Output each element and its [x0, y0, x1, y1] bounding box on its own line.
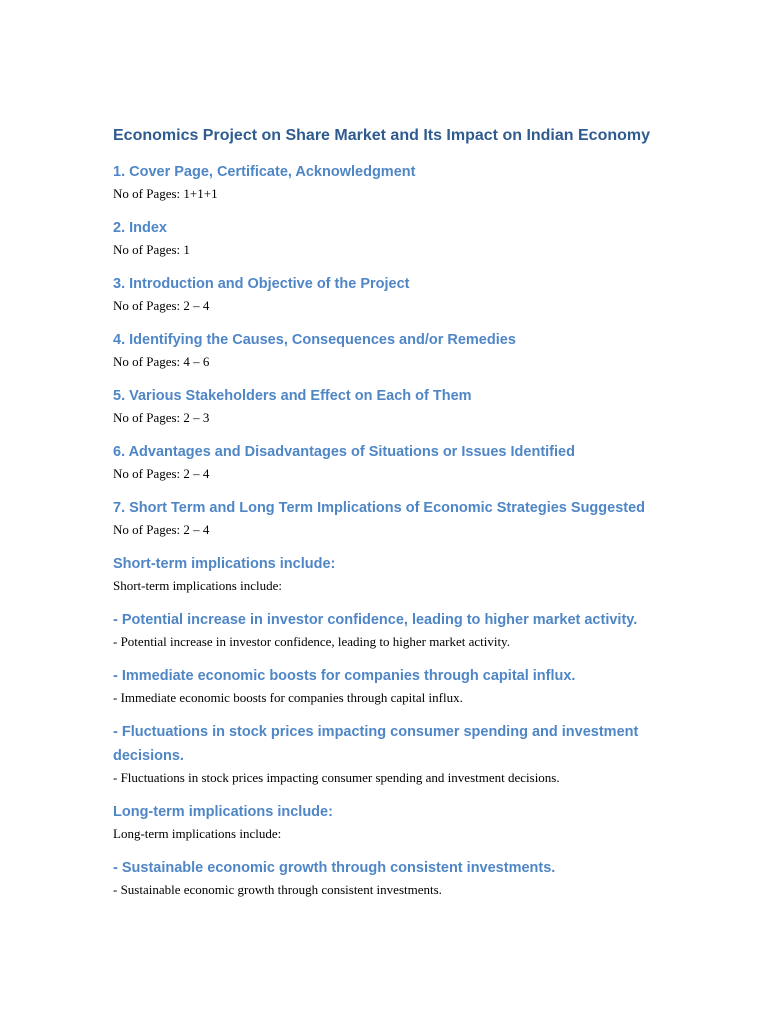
- section-capital-influx: [113, 664, 673, 708]
- section-text: - Sustainable economic growth through consistent investments.: [113, 882, 442, 897]
- section-text: No of Pages: 4 – 6: [113, 354, 210, 369]
- section-index: [113, 216, 673, 260]
- section-heading: - Immediate economic boosts for companies through capital influx.: [113, 668, 576, 684]
- section-heading: 1. Cover Page, Certificate, Acknowledgment: [113, 164, 416, 180]
- section-heading: 7. Short Term and Long Term Implications of Economic Strategies Suggested: [113, 500, 646, 516]
- section-investor-confidence: [113, 608, 673, 652]
- section-heading: Short-term implications include:: [113, 556, 336, 572]
- section-text: Short-term implications include:: [113, 578, 282, 593]
- section-text: - Immediate economic boosts for companies through capital influx.: [113, 690, 463, 705]
- section-sustainable-growth: [113, 856, 673, 900]
- section-heading: 6. Advantages and Disadvantages of Situations or Issues Identified: [113, 444, 575, 460]
- section-text: No of Pages: 1+1+1: [113, 186, 218, 201]
- section-advantages: [113, 440, 673, 484]
- section-text: No of Pages: 1: [113, 242, 190, 257]
- section-text: No of Pages: 2 – 4: [113, 298, 210, 313]
- section-cover-page: [113, 160, 673, 204]
- section-text: No of Pages: 2 – 3: [113, 410, 210, 425]
- section-short-term: [113, 552, 673, 596]
- section-text: No of Pages: 2 – 4: [113, 466, 210, 481]
- section-heading: - Fluctuations in stock prices impacting consumer spending and investment decisions.: [113, 724, 639, 764]
- section-text: Long-term implications include:: [113, 826, 282, 841]
- section-implications: [113, 496, 673, 540]
- section-introduction: [113, 272, 673, 316]
- section-heading: - Sustainable economic growth through consistent investments.: [113, 860, 556, 876]
- section-heading: 5. Various Stakeholders and Effect on Each of Them: [113, 388, 472, 404]
- section-heading: 3. Introduction and Objective of the Project: [113, 276, 410, 292]
- section-heading: 2. Index: [113, 220, 167, 236]
- section-stakeholders: [113, 384, 673, 428]
- section-text: No of Pages: 2 – 4: [113, 522, 210, 537]
- section-heading: Long-term implications include:: [113, 804, 333, 820]
- section-stock-fluctuations: [113, 720, 673, 788]
- section-heading: 4. Identifying the Causes, Consequences and/or Remedies: [113, 332, 516, 348]
- section-causes: [113, 328, 673, 372]
- section-text: - Fluctuations in stock prices impacting consumer spending and investment decisions.: [113, 770, 560, 785]
- section-text: - Potential increase in investor confidence, leading to higher market activity.: [113, 634, 510, 649]
- document-page: [113, 124, 673, 912]
- section-long-term: [113, 800, 673, 844]
- document-title: Economics Project on Share Market and Its Impact on Indian Economy: [113, 127, 651, 144]
- section-heading: - Potential increase in investor confidence, leading to higher market activity.: [113, 612, 638, 628]
